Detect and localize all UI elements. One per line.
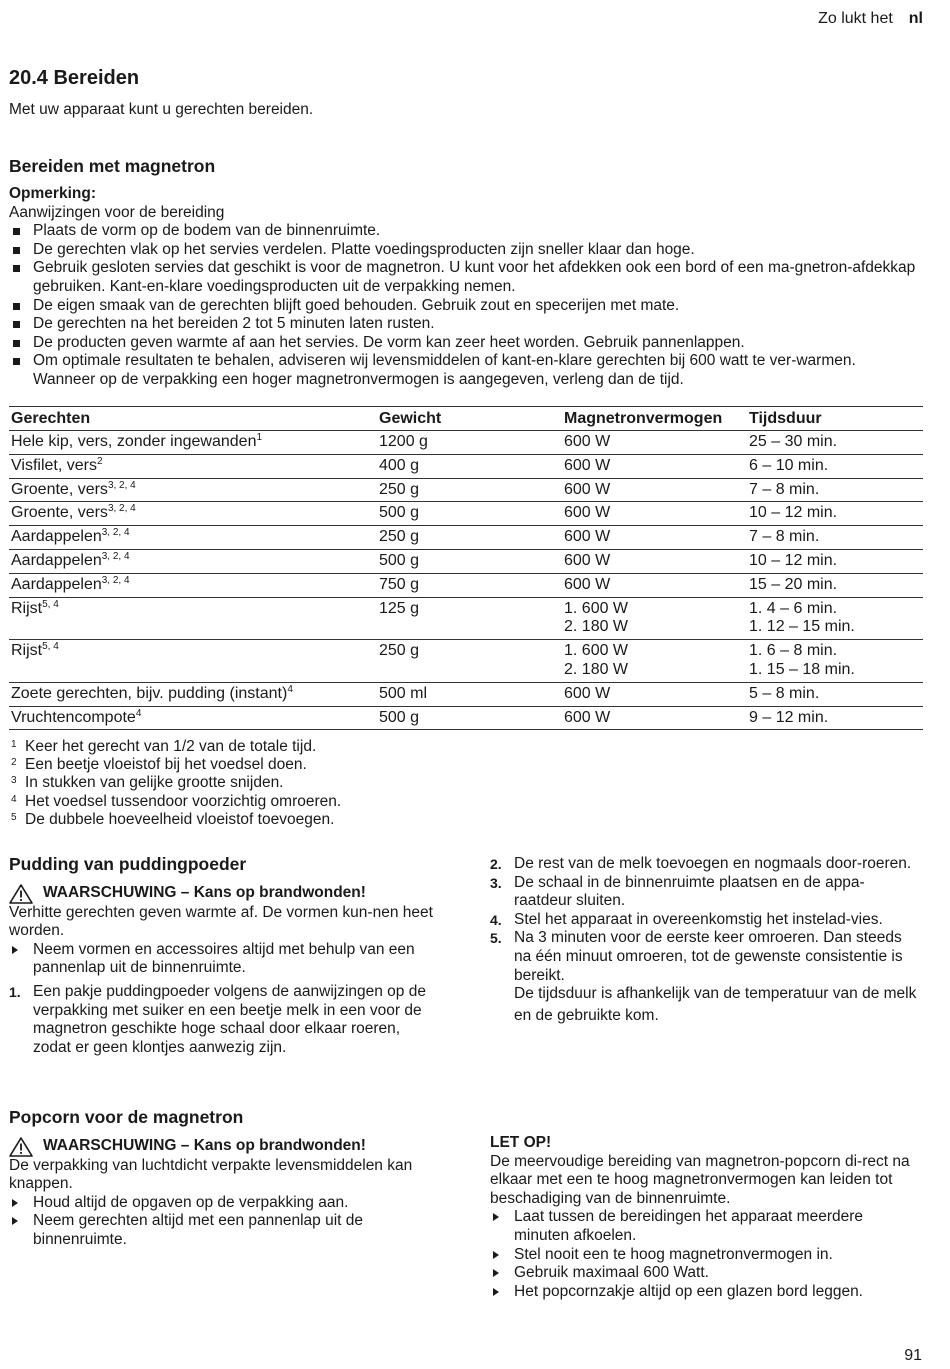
list-item: Gebruik gesloten servies dat geschikt is voor de magnetron. U kunt voor het afdekken ook een bord of een ma-gnetron-afdekkap gebruiken. Kant-en-klare voedingsproducten uit de verpakking nemen. — [9, 259, 919, 296]
power-step: 2. 180 W — [564, 618, 629, 636]
weight-cell: 750 g — [377, 573, 562, 597]
caution-list — [490, 1208, 920, 1301]
section-intro: Met uw apparaat kunt u gerechten bereiden. — [9, 101, 314, 118]
step-text: Stel het apparaat in overeenkomstig het instelad-vies. — [514, 910, 883, 928]
note-label: Opmerking: — [9, 185, 96, 202]
list-item: De gerechten na het bereiden 2 tot 5 minuten laten rusten. — [9, 315, 919, 334]
time-cell — [747, 431, 923, 455]
pudding-left-column — [9, 855, 439, 1057]
header-section: Zo lukt het — [818, 10, 893, 27]
dish-cell — [9, 454, 377, 478]
power-step: 600 W — [564, 456, 611, 474]
time-step: 25 – 30 min. — [749, 433, 838, 450]
note-block — [9, 185, 919, 390]
header-time: Tijdsduur — [747, 407, 923, 431]
footnote-text: Keer het gerecht van 1/2 van de totale tijd. — [25, 738, 317, 755]
footnote-ref: 5, 4 — [42, 598, 59, 610]
power-step: 600 W — [564, 480, 611, 498]
dish-cell — [9, 640, 377, 683]
footnotes — [9, 738, 341, 829]
dish-cell — [9, 502, 377, 526]
step-item — [9, 983, 439, 1057]
time-step: 10 – 12 min. — [749, 504, 838, 522]
weight-cell: 500 g — [377, 502, 562, 526]
popcorn-warning — [9, 1137, 439, 1157]
step-number: 4. — [490, 911, 502, 928]
dish-name: Vruchtencompote — [11, 708, 136, 726]
footnote-ref: 2 — [96, 455, 103, 467]
power-cell — [562, 640, 747, 683]
step-text: De schaal in de binnenruimte plaatsen en de appa-raatdeur sluiten. — [514, 873, 865, 910]
footnote-ref: 3, 2, 4 — [101, 550, 130, 562]
step-item — [490, 874, 920, 911]
dish-cell — [9, 573, 377, 597]
weight-cell: 125 g — [377, 597, 562, 640]
power-cell — [562, 454, 747, 478]
power-step: 1. 600 W — [564, 642, 629, 660]
time-cell — [747, 573, 923, 597]
pudding-steps-left — [9, 983, 439, 1057]
weight-cell: 250 g — [377, 478, 562, 502]
time-cell — [747, 526, 923, 550]
power-step: 600 W — [564, 528, 611, 546]
step-text: De rest van de melk toevoegen en nogmaals door-roeren. — [514, 855, 912, 872]
header-power: Magnetronvermogen — [562, 407, 747, 431]
list-item: Het popcornzakje altijd op een glazen bord leggen. — [490, 1283, 920, 1302]
weight-cell: 400 g — [377, 454, 562, 478]
warning-icon — [9, 1137, 33, 1157]
power-cell — [562, 682, 747, 706]
dish-name: Zoete gerechten, bijv. pudding (instant) — [11, 684, 288, 702]
power-step: 600 W — [564, 504, 611, 522]
warning-icon — [9, 884, 33, 904]
pudding-steps-right — [490, 855, 920, 985]
list-item: Houd altijd de opgaven op de verpakking aan. — [9, 1194, 439, 1213]
time-cell — [747, 682, 923, 706]
power-step: 600 W — [564, 433, 611, 450]
header-weight: Gewicht — [377, 407, 562, 431]
pudding-warning-text: Verhitte gerechten geven warmte af. De vormen kun-nen heet worden. — [9, 903, 433, 940]
footnote-number: 2 — [11, 757, 17, 769]
popcorn-warning-label: WAARSCHUWING – Kans op brandwonden! — [43, 1137, 366, 1155]
footnote-text: Het voedsel tussendoor voorzichtig omroeren. — [25, 792, 342, 810]
footnote-ref: 3, 2, 4 — [101, 527, 130, 539]
time-step: 7 – 8 min. — [749, 528, 820, 546]
power-step: 600 W — [564, 684, 611, 702]
pudding-warning — [9, 884, 439, 904]
step-item — [490, 929, 920, 985]
power-cell — [562, 549, 747, 573]
caution-text: De meervoudige bereiding van magnetron-popcorn di-rect na elkaar met een te hoog magnetronvermogen kan leiden tot beschadiging van de binnenruimte. — [490, 1152, 910, 1207]
time-step: 1. 15 – 18 min. — [749, 660, 855, 678]
table-header-row — [9, 407, 923, 431]
dish-cell — [9, 526, 377, 550]
footnote-ref: 3, 2, 4 — [107, 479, 136, 491]
popcorn-right-column — [490, 1134, 920, 1301]
table-row — [9, 526, 923, 550]
footnote-ref: 1 — [256, 432, 263, 443]
table-row — [9, 454, 923, 478]
footnote-text: In stukken van gelijke grootte snijden. — [25, 774, 284, 792]
footnote-ref: 3, 2, 4 — [107, 503, 136, 515]
power-cell — [562, 502, 747, 526]
footnote — [9, 738, 341, 756]
dish-name: Aardappelen — [11, 551, 102, 569]
list-item: Stel nooit een te hoog magnetronvermogen in. — [490, 1246, 920, 1265]
time-cell — [747, 502, 923, 526]
footnote — [9, 811, 341, 829]
table-row — [9, 573, 923, 597]
note-list — [9, 222, 919, 389]
time-step: 5 – 8 min. — [749, 684, 820, 702]
dish-cell — [9, 431, 377, 455]
time-step: 1. 6 – 8 min. — [749, 642, 838, 660]
weight-cell: 500 g — [377, 549, 562, 573]
power-cell — [562, 597, 747, 640]
power-cell — [562, 431, 747, 455]
list-item: Gebruik maximaal 600 Watt. — [490, 1264, 920, 1283]
dish-name: Visfilet, vers — [11, 456, 97, 474]
dish-name: Aardappelen — [11, 528, 102, 546]
list-item: Laat tussen de bereidingen het apparaat meerdere minuten afkoelen. — [490, 1208, 920, 1245]
dish-name: Groente, vers — [11, 504, 108, 522]
step-text: Na 3 minuten voor de eerste keer omroeren. Dan steeds na één minuut omroeren, tot de gewenste consistentie is bereikt. — [514, 929, 903, 984]
header-dish: Gerechten — [9, 407, 377, 431]
footnote — [9, 774, 341, 792]
power-step: 1. 600 W — [564, 599, 629, 617]
step-number: 2. — [490, 856, 502, 872]
power-step: 2. 180 W — [564, 660, 629, 678]
table-row — [9, 597, 923, 640]
footnote-ref: 4 — [135, 707, 142, 719]
time-cell — [747, 597, 923, 640]
header-language: nl — [908, 10, 923, 27]
time-cell — [747, 549, 923, 573]
dish-name: Rijst — [11, 642, 43, 660]
footnote-ref: 5, 4 — [42, 641, 59, 653]
table-row — [9, 502, 923, 526]
step-number: 3. — [490, 874, 502, 891]
cooking-table — [9, 406, 923, 730]
footnote-number: 4 — [11, 793, 17, 805]
popcorn-warning-text: De verpakking van luchtdicht verpakte levensmiddelen kan knappen. — [9, 1156, 413, 1193]
footnote-text: Een beetje vloeistof bij het voedsel doen. — [25, 756, 307, 774]
time-step: 15 – 20 min. — [749, 575, 838, 593]
section-title: 20.4 Bereiden — [9, 67, 140, 89]
list-item: Plaats de vorm op de bodem van de binnenruimte. — [9, 222, 919, 241]
power-cell — [562, 526, 747, 550]
dish-cell — [9, 549, 377, 573]
page-number: 91 — [904, 1347, 922, 1364]
dish-name: Aardappelen — [11, 575, 102, 593]
weight-cell: 500 ml — [377, 682, 562, 706]
footnote-number: 3 — [11, 775, 17, 787]
step-item — [490, 855, 920, 874]
weight-cell: 250 g — [377, 640, 562, 683]
time-cell — [747, 478, 923, 502]
footnote-text: De dubbele hoeveelheid vloeistof toevoegen. — [25, 810, 335, 828]
step-text: Een pakje puddingpoeder volgens de aanwijzingen op de verpakking met suiker en een beetje melk in een voor de magnetron geschikte hoge schaal door elkaar roeren, zodat er geen klontjes aanwezig zijn. — [33, 982, 426, 1056]
pudding-result: De tijdsduur is afhankelijk van de temperatuur van de melk en de gebruikte kom. — [514, 985, 917, 1025]
time-step: 1. 12 – 15 min. — [749, 618, 855, 636]
popcorn-heading: Popcorn voor de magnetron — [9, 1107, 244, 1127]
time-cell — [747, 454, 923, 478]
table-body — [9, 431, 923, 730]
list-item: De eigen smaak van de gerechten blijft goed behouden. Gebruik zout en specerijen met mate. — [9, 297, 919, 316]
footnote-number: 1 — [11, 739, 17, 750]
pudding-warning-label: WAARSCHUWING – Kans op brandwonden! — [43, 884, 366, 902]
power-step: 600 W — [564, 708, 611, 726]
table-row — [9, 478, 923, 502]
dish-cell — [9, 682, 377, 706]
weight-cell: 1200 g — [377, 431, 562, 455]
time-step: 7 – 8 min. — [749, 480, 820, 498]
footnote — [9, 756, 341, 774]
list-item: Neem vormen en accessoires altijd met behulp van een pannenlap uit de binnenruimte. — [9, 941, 439, 978]
footnote-ref: 3, 2, 4 — [101, 574, 130, 586]
popcorn-warning-list — [9, 1194, 439, 1250]
power-cell — [562, 573, 747, 597]
dish-cell — [9, 478, 377, 502]
popcorn-left-column — [9, 1108, 439, 1250]
list-item: Neem gerechten altijd met een pannenlap uit de binnenruimte. — [9, 1212, 439, 1249]
dish-name: Groente, vers — [11, 480, 108, 498]
step-number: 5. — [490, 930, 502, 947]
time-step: 6 – 10 min. — [749, 456, 829, 474]
pudding-heading: Pudding van puddingpoeder — [9, 854, 247, 874]
footnote — [9, 793, 341, 811]
dish-name: Rijst — [11, 599, 43, 617]
table-row — [9, 682, 923, 706]
weight-cell: 500 g — [377, 706, 562, 730]
list-item: Om optimale resultaten te behalen, adviseren wij levensmiddelen of kant-en-klare gerechten bij 600 watt te ver-warmen. Wanneer op de verpakking een hoger magnetronvermogen is aangegeven, verleng dan de tijd. — [9, 352, 919, 389]
table-row — [9, 640, 923, 683]
caution-label: LET OP! — [490, 1134, 552, 1151]
dish-cell — [9, 706, 377, 730]
page-header — [818, 10, 923, 29]
time-cell — [747, 706, 923, 730]
note-intro: Aanwijzingen voor de bereiding — [9, 203, 225, 221]
footnote-ref: 4 — [287, 683, 293, 695]
dish-cell — [9, 597, 377, 640]
power-cell — [562, 478, 747, 502]
step-number: 1. — [9, 983, 21, 1000]
power-cell — [562, 706, 747, 730]
time-step: 1. 4 – 6 min. — [749, 599, 838, 617]
power-step: 600 W — [564, 575, 611, 593]
table-row — [9, 549, 923, 573]
weight-cell: 250 g — [377, 526, 562, 550]
list-item: De gerechten vlak op het servies verdelen. Platte voedingsproducten zijn sneller klaar dan hoge. — [9, 241, 919, 260]
pudding-right-column — [490, 855, 920, 1027]
table-row — [9, 706, 923, 730]
table-row — [9, 431, 923, 455]
step-item — [490, 911, 920, 930]
dish-name: Hele kip, vers, zonder ingewanden — [11, 433, 257, 450]
power-step: 600 W — [564, 551, 611, 569]
time-step: 10 – 12 min. — [749, 551, 838, 569]
list-item: De producten geven warmte af aan het servies. De vorm kan zeer heet worden. Gebruik pannenlappen. — [9, 334, 919, 353]
footnote-number: 5 — [11, 811, 17, 823]
time-step: 9 – 12 min. — [749, 708, 829, 726]
microwave-heading: Bereiden met magnetron — [9, 156, 216, 176]
pudding-warning-list — [9, 941, 439, 978]
time-cell — [747, 640, 923, 683]
